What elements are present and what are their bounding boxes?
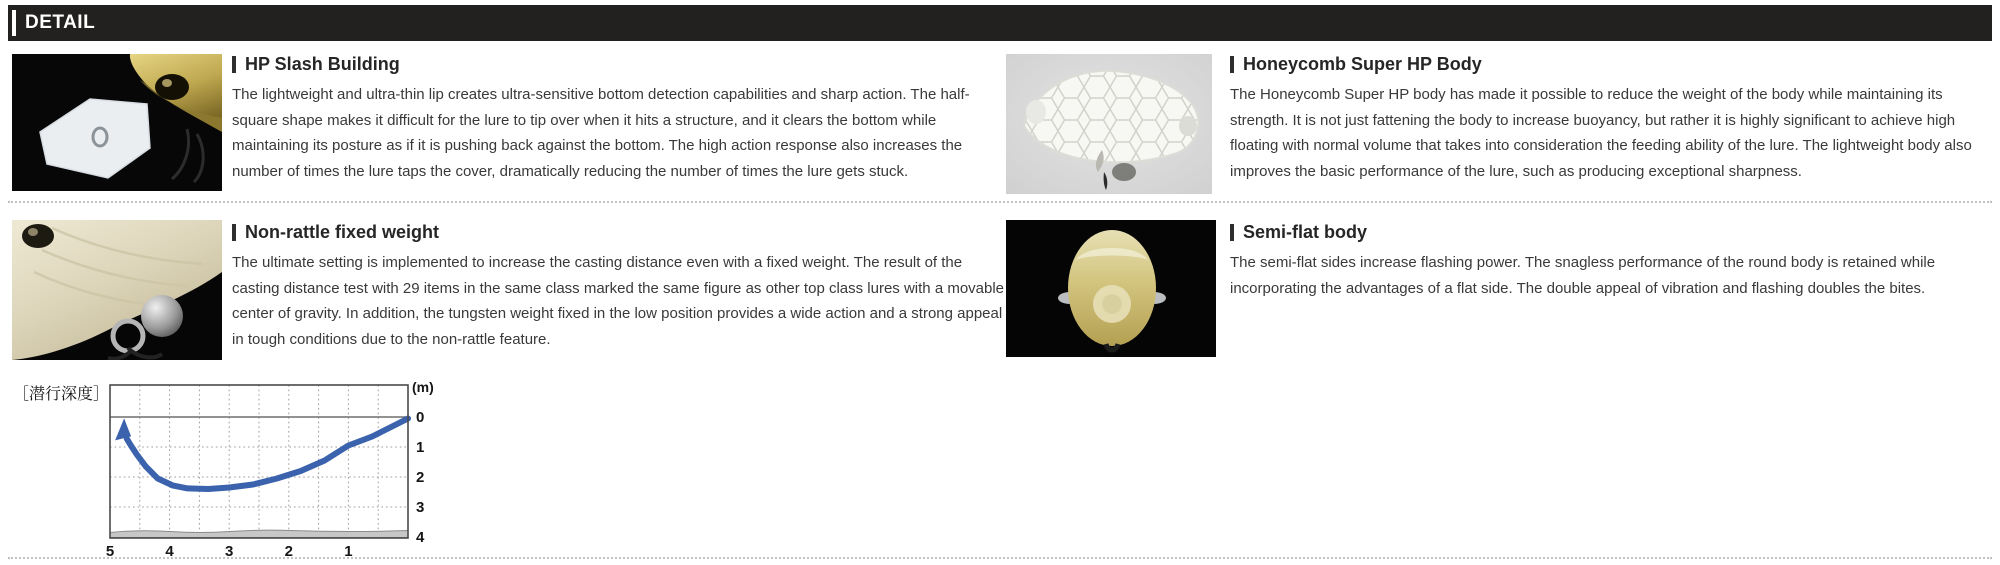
y-tick-label: 2 — [416, 469, 425, 486]
y-tick-label: 1 — [416, 439, 425, 456]
section-separator — [8, 201, 1992, 203]
feature-title-text: Semi-flat body — [1243, 222, 1368, 242]
y-tick-label: 0 — [416, 409, 425, 426]
x-tick-label: 1 — [344, 543, 353, 560]
bottom-separator — [8, 557, 1992, 559]
title-bar-icon — [1230, 224, 1234, 241]
x-tick-label: 2 — [284, 543, 293, 560]
depth-chart-title: ［潜行深度］ — [13, 386, 110, 403]
unit-label: (m) — [412, 379, 434, 395]
title-bar-icon — [1230, 56, 1234, 73]
x-tick-label: 3 — [225, 543, 234, 560]
detail-header-title: DETAIL — [25, 12, 96, 33]
feature-body-text: The lightweight and ultra-thin lip creates ultra-sensitive bottom detection capabilities and sharp action. The half-square shape makes it difficult for the lure to tip over when it hits a structure, and it clears the bottom while maintaining its posture as if it is pushing back against the bottom. The high action response also increases the number of times the lure taps the cover, dramatically reducing the number of times the lure gets stuck. — [232, 86, 970, 180]
title-bar-icon — [232, 224, 236, 241]
semi-flat-body-photo — [1006, 220, 1216, 357]
depth-chart — [95, 375, 440, 565]
feature-title-text: Non-rattle fixed weight — [245, 222, 440, 242]
depth-curve — [127, 419, 408, 490]
feature-title — [232, 54, 1007, 74]
feature-title — [1230, 222, 1995, 242]
feature-semi-flat — [1230, 222, 1995, 301]
header-accent-bar-icon — [12, 10, 16, 36]
feature-title-text: Honeycomb Super HP Body — [1243, 54, 1482, 74]
feature-body-text: The Honeycomb Super HP body has made it possible to reduce the weight of the body while maintaining its strength. It is not just fattening the body to increase buoyancy, but rather it is highly significant to achieve high floating with normal volume that takes into consideration the feeding ability of the lure. The lightweight body also improves the basic performance of the lure, such as producing exceptional sharpness. — [1230, 86, 1972, 180]
feature-title — [1230, 54, 1995, 74]
y-tick-label: 4 — [416, 529, 425, 546]
x-tick-label: 5 — [105, 543, 115, 560]
honeycomb-body-photo — [1006, 54, 1212, 194]
feature-body-text: The semi-flat sides increase flashing power. The snagless performance of the round body is retained while incorporating the advantages of a flat side. The double appeal of vibration and flashing doubles the bites. — [1230, 254, 1936, 297]
title-bar-icon — [232, 56, 236, 73]
feature-hp-slash — [232, 54, 1007, 184]
hp-slash-lip-photo — [12, 54, 222, 191]
feature-title — [232, 222, 1010, 242]
feature-non-rattle — [232, 222, 1010, 352]
non-rattle-weight-photo — [12, 220, 222, 360]
seabed-band — [110, 530, 408, 537]
feature-title-text: HP Slash Building — [245, 54, 400, 74]
x-tick-label: 4 — [165, 543, 174, 560]
feature-honeycomb — [1230, 54, 1995, 184]
detail-header-bar — [8, 5, 1992, 41]
y-tick-label: 3 — [416, 499, 425, 516]
feature-body-text: The ultimate setting is implemented to increase the casting distance even with a fixed weight. The result of the casting distance test with 29 items in the same class marked the same figure as other top class lures with a movable center of gravity. In addition, the tungsten weight fixed in the low position provides a wide action and a strong appeal in tough conditions due to the non-rattle feature. — [232, 254, 1005, 348]
